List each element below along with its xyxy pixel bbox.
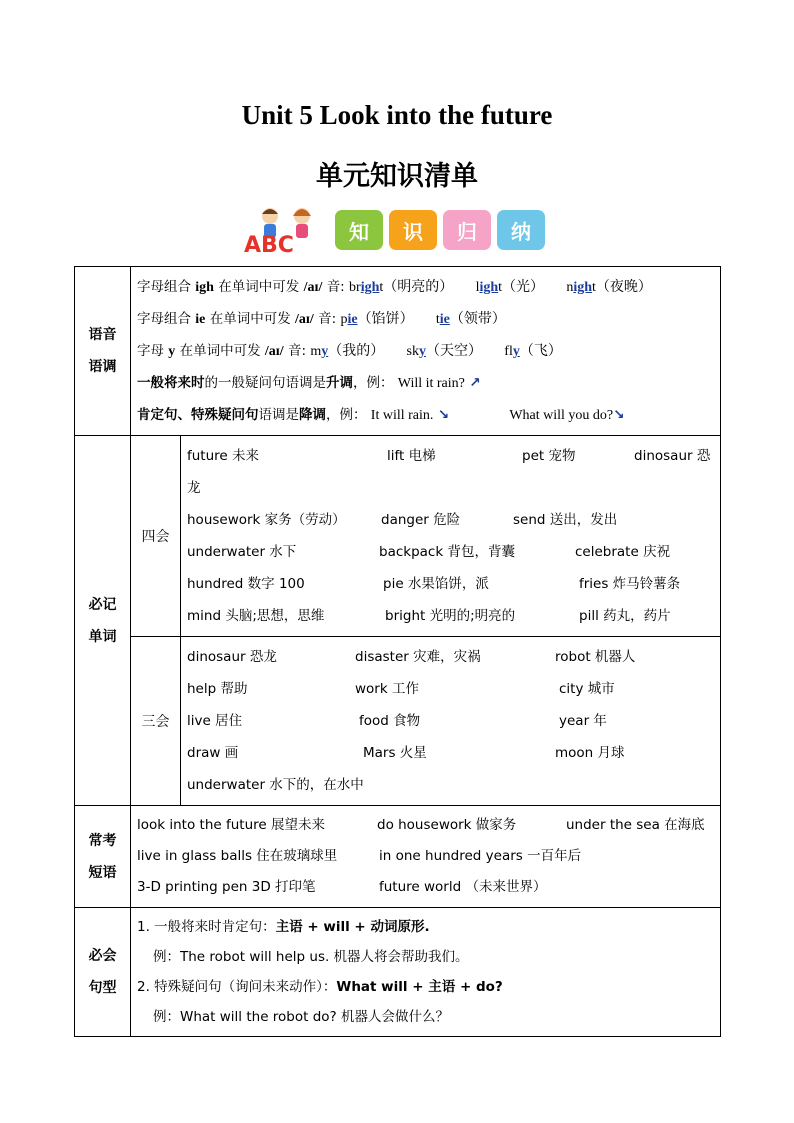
text: ie	[347, 312, 358, 327]
word-line	[187, 737, 714, 769]
text: 音:	[326, 279, 345, 295]
four-skill-words	[181, 436, 721, 637]
three-skill-label: 三会	[131, 637, 181, 806]
text: fl	[504, 344, 513, 359]
phrase-line	[137, 872, 714, 903]
falling-arrow-icon: ↘	[613, 407, 625, 423]
text: y	[321, 344, 329, 359]
vocab-item: 龙	[187, 480, 201, 496]
phrases-row	[75, 806, 721, 908]
banner-tiles	[335, 210, 545, 250]
banner-tile: 纳	[497, 210, 545, 250]
phrase-item: in one hundred years 一百年后	[379, 848, 582, 864]
text: 一般将来时	[137, 375, 205, 391]
phrase-line	[137, 810, 714, 841]
text: /aɪ/	[264, 344, 284, 359]
text: t（夜晚）	[592, 280, 652, 295]
text: /aɪ/	[303, 280, 323, 295]
text: 音:	[288, 343, 307, 359]
label-line: 句型	[88, 980, 117, 996]
banner-letters: ABC	[244, 233, 294, 254]
falling-arrow-icon: ↘	[437, 407, 450, 423]
text: br	[349, 280, 361, 295]
text: 1. 一般将来时肯定句：	[137, 919, 276, 935]
text: igh	[479, 280, 499, 295]
vocab-item: draw 画	[187, 745, 239, 761]
word-line	[187, 536, 714, 568]
text: Will it rain?	[397, 376, 465, 391]
text: What will + 主语 + do?	[336, 979, 503, 995]
banner-tile: 归	[443, 210, 491, 250]
phrase-item: do housework 做家务	[377, 817, 517, 833]
label-line: 必记	[88, 596, 117, 613]
words-label	[75, 436, 131, 806]
phrase-item: look into the future 展望未来	[137, 817, 325, 833]
word-line	[187, 568, 714, 600]
vocab-item: lift 电梯	[387, 448, 436, 464]
label-line: 短语	[88, 864, 117, 881]
text: （领带）	[449, 312, 506, 327]
phrase-item: future world （未来世界）	[379, 879, 547, 895]
vocab-item: live 居住	[187, 713, 243, 729]
text: t（明亮的）	[379, 280, 454, 295]
text: 降调	[299, 407, 326, 423]
text: （我的）	[328, 344, 385, 359]
sentences-content	[131, 908, 721, 1037]
word-line	[187, 472, 714, 504]
vocab-item: year 年	[559, 713, 607, 729]
phonics-label	[75, 267, 131, 436]
intonation-falling	[137, 399, 714, 431]
text: 字母组合	[137, 311, 191, 327]
phrase-item: 3-D printing pen 3D 打印笔	[137, 879, 316, 895]
text: 字母组合	[137, 279, 191, 295]
text: t	[435, 312, 440, 327]
text: igh	[573, 280, 593, 295]
phrase-item: under the sea 在海底	[566, 817, 705, 833]
text: 升调	[326, 375, 353, 391]
vocab-item: fries 炸马铃薯条	[579, 576, 681, 592]
vocab-item: dinosaur 恐	[634, 448, 711, 464]
kids-illustration-icon	[240, 202, 335, 254]
text: What will you do?	[509, 408, 614, 423]
text: It will rain.	[370, 408, 434, 423]
words-four-row	[75, 436, 721, 637]
vocab-item: moon 月球	[555, 745, 625, 761]
banner-tile: 识	[389, 210, 437, 250]
sentence-pattern	[137, 972, 714, 1002]
text: y	[512, 344, 520, 359]
word	[476, 272, 544, 304]
word	[407, 336, 482, 368]
page-title: Unit 5 Look into the future	[241, 100, 553, 130]
vocab-item: pet 宠物	[522, 448, 576, 464]
text: /aɪ/	[295, 312, 314, 327]
text: 在单词中可发	[179, 343, 261, 359]
label-line: 必会	[88, 948, 117, 964]
text: （馅饼）	[357, 312, 414, 327]
text: 2. 特殊疑问句（询问未来动作）：	[137, 979, 337, 995]
vocab-item: housework 家务（劳动）	[187, 512, 346, 528]
sentence-example: 例：The robot will help us. 机器人将会帮助我们。	[153, 949, 469, 965]
vocab-item: send 送出，发出	[513, 512, 618, 528]
banner-tile: 知	[335, 210, 383, 250]
label-line: 常考	[88, 832, 117, 849]
vocab-item: celebrate 庆祝	[575, 544, 671, 560]
text: ，例：	[353, 375, 394, 391]
word	[504, 336, 562, 368]
vocab-item: pill 药丸，药片	[579, 608, 671, 624]
text: 音:	[318, 311, 337, 327]
text: igh	[360, 280, 380, 295]
word	[310, 336, 384, 368]
text: m	[310, 344, 322, 359]
word	[566, 272, 652, 304]
knowledge-banner	[240, 202, 550, 254]
phrases-label	[75, 806, 131, 908]
vocab-item: hundred 数字 100	[187, 576, 305, 592]
phonics-line-y	[137, 335, 714, 367]
word	[436, 304, 506, 336]
text: 语调是	[258, 407, 299, 423]
intonation-rising	[137, 367, 714, 399]
rising-arrow-icon: ↗	[469, 375, 481, 391]
vocab-item: bright 光明的;明亮的	[385, 608, 516, 624]
vocab-item: Mars 火星	[363, 745, 427, 761]
vocab-item: pie 水果馅饼，派	[383, 576, 489, 592]
vocab-item: backpack 背包，背囊	[379, 544, 515, 560]
text: 主语 + will + 动词原形.	[275, 919, 430, 935]
phonics-line-igh	[137, 271, 714, 303]
word-line	[187, 673, 714, 705]
vocab-item: work 工作	[355, 681, 419, 697]
vocab-item: danger 危险	[381, 512, 461, 528]
vocab-item: food 食物	[359, 713, 421, 729]
phonics-row	[75, 267, 721, 436]
word-line	[187, 600, 714, 632]
text: l	[475, 280, 480, 295]
three-skill-words	[181, 637, 721, 806]
sentence-example: 例：What will the robot do? 机器人会做什么？	[153, 1009, 450, 1025]
text: y	[419, 344, 426, 359]
text: y	[168, 344, 176, 359]
vocab-item: underwater 水下的，在水中	[187, 777, 364, 793]
text: 字母	[137, 343, 164, 359]
word	[340, 304, 413, 336]
word-line	[187, 504, 714, 536]
label-line: 单词	[88, 628, 117, 645]
phonics-line-ie	[137, 303, 714, 335]
vocab-item: disaster 灾难，灾祸	[355, 649, 481, 665]
text: ie	[195, 312, 206, 327]
phrases-content	[131, 806, 721, 908]
vocab-item: mind 头脑;思想，思维	[187, 608, 325, 624]
phrase-item: live in glass balls 住在玻璃球里	[137, 848, 338, 864]
phonics-content	[131, 267, 721, 436]
word-line	[187, 705, 714, 737]
sentences-label	[75, 908, 131, 1037]
text: n	[566, 280, 574, 295]
text: （天空）	[426, 344, 482, 359]
text: 在单词中可发	[218, 279, 300, 295]
text: （飞）	[519, 344, 562, 359]
label-line: 语音	[88, 327, 117, 343]
vocab-item: underwater 水下	[187, 544, 297, 560]
text: p	[340, 312, 348, 327]
text: ie	[439, 312, 450, 327]
phrase-line	[137, 841, 714, 872]
vocab-item: city 城市	[559, 681, 615, 697]
text: ，例：	[326, 407, 367, 423]
page-subtitle: 单元知识清单	[316, 161, 478, 192]
four-skill-label: 四会	[131, 436, 181, 637]
word-line	[187, 641, 714, 673]
knowledge-table	[74, 266, 721, 1037]
vocab-item: help 帮助	[187, 681, 248, 697]
text: igh	[195, 280, 214, 295]
text: sk	[406, 344, 419, 359]
text: 的一般疑问句语调是	[204, 375, 326, 391]
words-three-row	[75, 637, 721, 806]
text: 肯定句、特殊疑问句	[137, 407, 259, 423]
word-line	[187, 769, 714, 801]
word-line	[187, 440, 714, 472]
word	[349, 272, 453, 304]
vocab-item: dinosaur 恐龙	[187, 649, 277, 665]
vocab-item: robot 机器人	[555, 649, 636, 665]
vocab-item: future 未来	[187, 448, 260, 464]
text: t（光）	[498, 280, 545, 295]
text: 在单词中可发	[209, 311, 291, 327]
sentence-pattern	[137, 912, 714, 942]
label-line: 语调	[88, 359, 117, 375]
sentences-row	[75, 908, 721, 1037]
